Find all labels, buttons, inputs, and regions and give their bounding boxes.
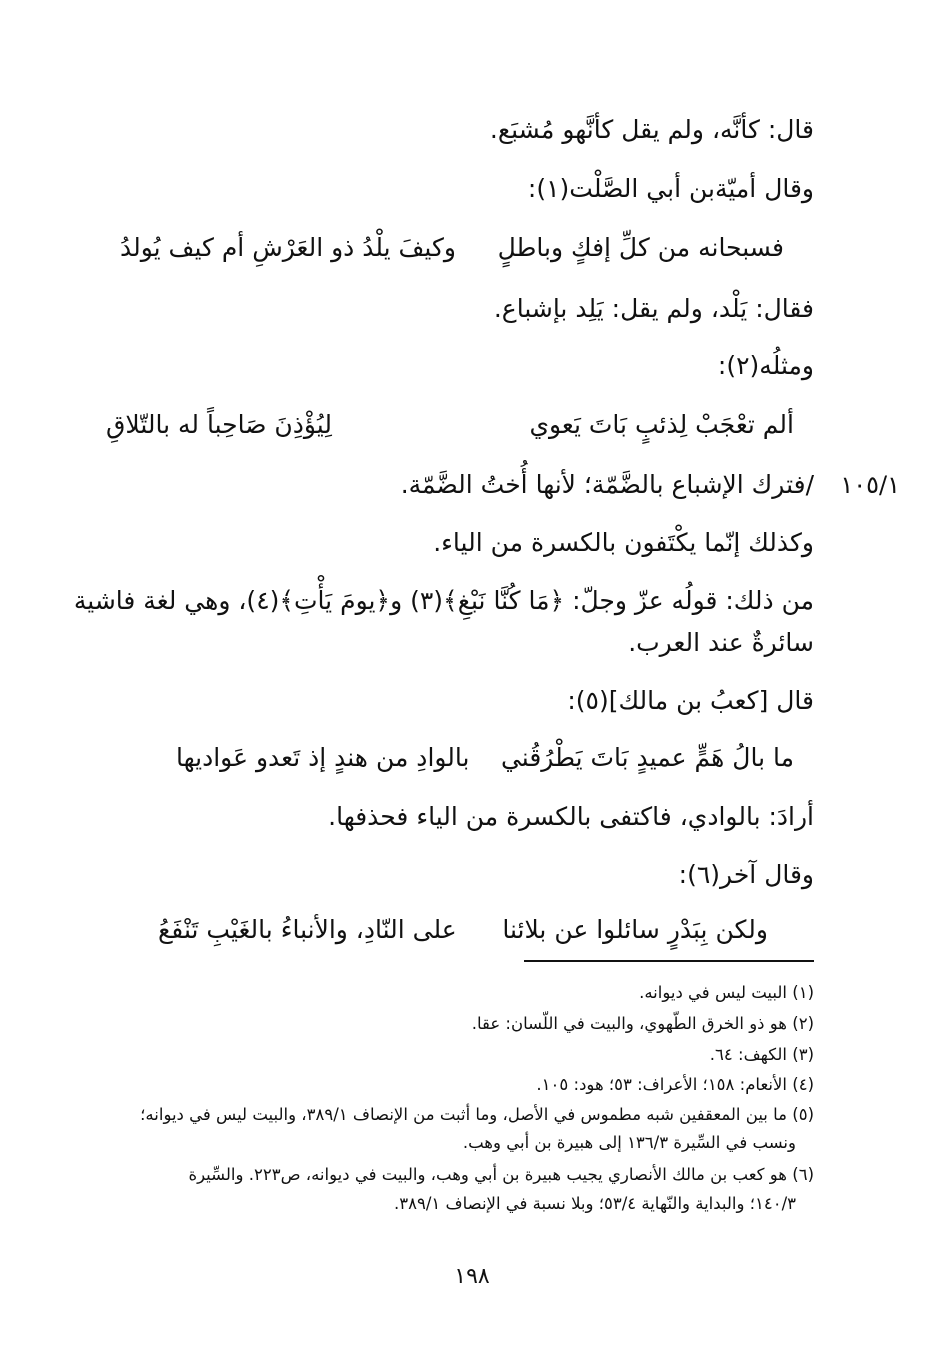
text-line: /فترك الإشباع بالضَّمّة؛ لأنها أُختُ الضَّمّة. bbox=[400, 470, 814, 499]
footnote: (٦) هو كعب بن مالك الأنصاري يجيب هبيرة بن أبي وهب، والبيت في ديوانه، ص٢٢٣. والسِّيرة bbox=[188, 1165, 814, 1184]
text-line: فقال: يَلْد، ولم يقل: يَلِد بإشباع. bbox=[493, 294, 814, 323]
text-line: من ذلك: قولُه عزّ وجلّ: ﴿مَا كُنَّا نَبْغِ﴾(٣) و﴿يومَ يَأْتِ﴾(٤)، وهي لغة فاشية bbox=[73, 586, 814, 615]
footnote: (٤) الأنعام: ١٥٨؛ الأعراف: ٥٣؛ هود: ١٠٥. bbox=[536, 1075, 814, 1094]
verse-hemistich-right: ما بالُ هَمٍّ عميدٍ بَاتَ يَطْرُقُني bbox=[500, 743, 794, 772]
footnote: (٥) ما بين المعقفين شبه مطموس في الأصل، وما أثبت من الإنصاف ٣٨٩/١، والبيت ليس في ديوانه؛ bbox=[140, 1105, 814, 1124]
verse-hemistich-right: فسبحانه من كلِّ إفكٍ وباطلٍ bbox=[497, 233, 784, 262]
text-line: وقال أميّةبن أبي الصَّلْت(١): bbox=[527, 174, 814, 203]
text-line: سائرةٌ عند العرب. bbox=[628, 628, 814, 657]
footnote: ونسب في السِّيرة ١٣٦/٣ إلى هبيرة بن أبي وهب. bbox=[462, 1133, 796, 1152]
text-line: وقال آخر(٦): bbox=[678, 860, 814, 889]
verse-hemistich-right: ألم تعْجَبْ لِذئبٍ بَاتَ يَعوي bbox=[529, 410, 794, 439]
footnote: (٢) هو ذو الخرق الطّهوي، والبيت في اللّسان: عقا. bbox=[471, 1014, 814, 1033]
text-line: ومثلُه(٢): bbox=[717, 351, 814, 380]
footnote: ١٤٠/٣؛ والبداية والنّهاية ٥٣/٤؛ وبلا نسبة في الإنصاف ٣٨٩/١. bbox=[394, 1194, 796, 1213]
verse-hemistich-left: وكيفَ يلْدُ ذو العَرْشِ أم كيف يُولدُ bbox=[120, 233, 456, 262]
margin-page-reference: ١٠٥/١ bbox=[840, 471, 900, 499]
verse-hemistich-left: لِيُؤْذِنَ صَاحِباً له بالتّلاقِ bbox=[106, 410, 332, 439]
text-line: وكذلك إنّما يكْتَفون بالكسرة من الياء. bbox=[433, 528, 814, 557]
text-line: أرادَ: بالوادي، فاكتفى بالكسرة من الياء فحذفها. bbox=[328, 802, 814, 831]
footnote-separator bbox=[524, 960, 814, 962]
verse-hemistich-left: بالوادِ من هندٍ إذ تَعدو عَواديها bbox=[176, 743, 470, 772]
verse-hemistich-left: على النّادِ، والأنباءُ بالغَيْبِ تَنْفَعُ bbox=[158, 915, 457, 944]
page-number: ١٩٨ bbox=[454, 1264, 490, 1289]
footnote: (٣) الكهف: ٦٤. bbox=[709, 1045, 814, 1064]
text-line: قال [كعبُ بن مالك](٥): bbox=[567, 686, 814, 715]
footnote: (١) البيت ليس في ديوانه. bbox=[639, 983, 814, 1002]
verse-hemistich-right: ولكن بِبَدْرٍ سائلوا عن بلائنا bbox=[502, 915, 768, 944]
text-line: قال: كأنَّه، ولم يقل كأنَّهو مُشبَع. bbox=[489, 115, 814, 144]
